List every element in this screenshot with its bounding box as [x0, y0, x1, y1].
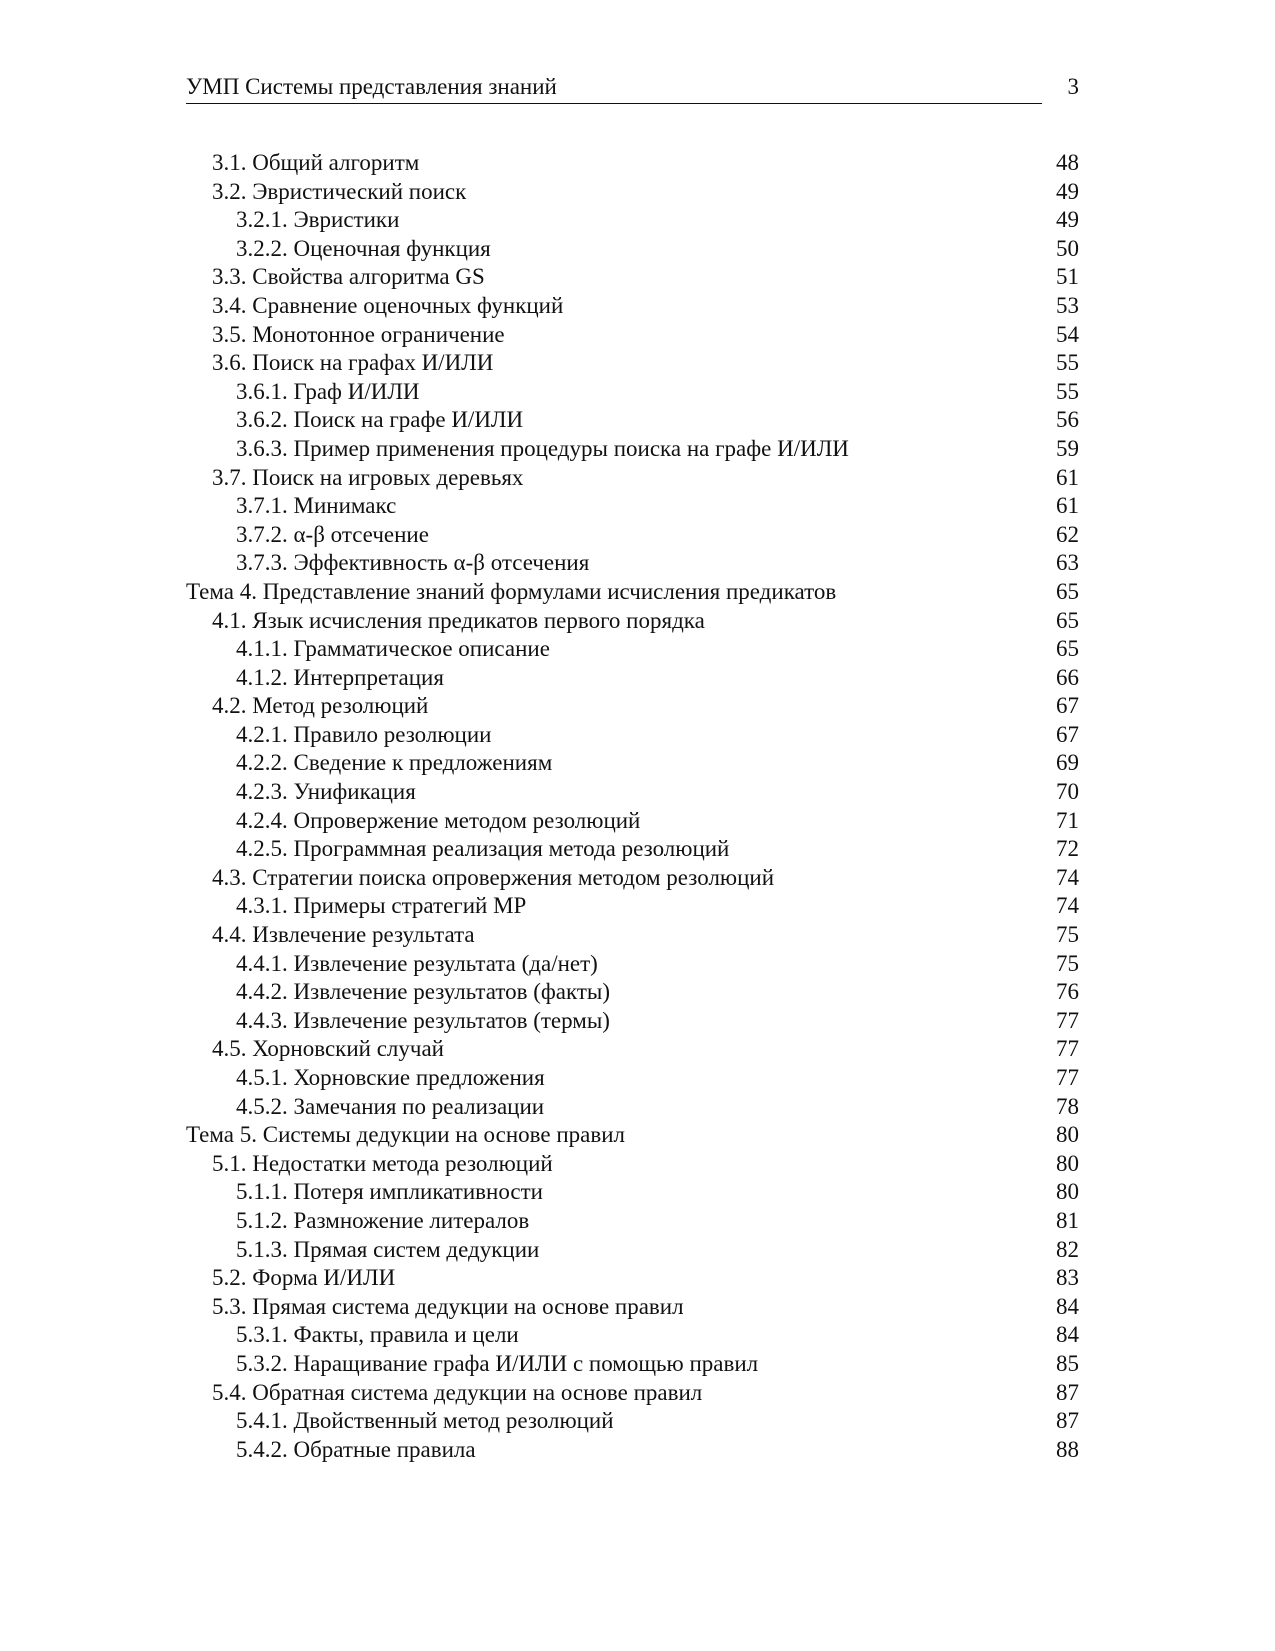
toc-entry	[186, 1007, 1079, 1036]
toc-entry	[186, 178, 1079, 207]
toc-entry	[186, 1321, 1079, 1350]
toc-entry	[186, 464, 1079, 493]
toc-entry-title: 4.1.1. Грамматическое описание	[236, 636, 550, 662]
toc-entry-title: 5.2. Форма И/ИЛИ	[212, 1265, 396, 1291]
toc-entry	[186, 1035, 1079, 1064]
toc-entry-title: 5.1.1. Потеря импликативности	[236, 1179, 543, 1205]
toc-entry-page: 56	[1056, 407, 1079, 433]
toc-entry-title: 5.1. Недостатки метода резолюций	[212, 1150, 553, 1176]
toc-entry-title: 4.2. Метод резолюций	[212, 693, 429, 719]
toc-entry-page: 74	[1056, 893, 1079, 919]
toc-entry-page: 81	[1056, 1207, 1079, 1233]
toc-entry-title: 5.3.1. Факты, правила и цели	[236, 1322, 519, 1348]
toc-entry	[186, 607, 1079, 636]
toc-entry	[186, 1064, 1079, 1093]
toc-entry-page: 53	[1056, 292, 1079, 318]
toc-entry	[186, 778, 1079, 807]
toc-entry	[186, 349, 1079, 378]
toc-entry-title: 3.6.2. Поиск на графе И/ИЛИ	[236, 407, 524, 433]
toc-entry	[186, 807, 1079, 836]
toc-entry-page: 61	[1056, 464, 1079, 490]
toc-entry-title: 3.7.1. Минимакс	[236, 493, 397, 519]
toc-entry-title: 4.1.2. Интерпретация	[236, 664, 444, 690]
toc-entry	[186, 521, 1079, 550]
toc-entry-title: 4.3.1. Примеры стратегий МР	[236, 893, 527, 919]
toc-entry	[186, 692, 1079, 721]
toc-entry-page: 84	[1056, 1322, 1079, 1348]
toc-entry	[186, 492, 1079, 521]
toc-entry	[186, 263, 1079, 292]
toc-entry-page: 67	[1056, 693, 1079, 719]
toc-entry-page: 69	[1056, 750, 1079, 776]
toc-entry-title: Тема 4. Представление знаний формулами исчисления предикатов	[186, 578, 837, 604]
toc-entry	[186, 549, 1079, 578]
toc-entry-title: 4.3. Стратегии поиска опровержения методом резолюций	[212, 864, 775, 890]
toc-entry-title: 3.7.3. Эффективность α-β отсечения	[236, 550, 590, 576]
toc-entry-page: 77	[1056, 1065, 1079, 1090]
toc-entry	[186, 664, 1079, 693]
toc-entry-title: 5.3. Прямая система дедукции на основе правил	[212, 1293, 684, 1319]
toc-entry	[186, 1350, 1079, 1379]
toc-entry-title: 4.5.1. Хорновские предложения	[236, 1065, 545, 1090]
toc-entry-page: 67	[1056, 721, 1079, 747]
toc-entry-title: 4.2.1. Правило резолюции	[236, 721, 492, 747]
toc-entry-title: 4.5. Хорновский случай	[212, 1036, 444, 1062]
toc-entry-page: 62	[1056, 521, 1079, 547]
toc-entry-title: 3.7.2. α-β отсечение	[236, 521, 429, 547]
toc-entry-title: 3.5. Монотонное ограничение	[212, 321, 505, 347]
toc-entry-page: 77	[1056, 1007, 1079, 1033]
toc-entry	[186, 1379, 1079, 1408]
toc-entry-page: 61	[1056, 493, 1079, 519]
toc-entry-title: 3.2.2. Оценочная функция	[236, 235, 491, 261]
toc-entry-page: 80	[1056, 1122, 1079, 1148]
toc-entry-page: 72	[1056, 836, 1079, 862]
toc-entry	[186, 1178, 1079, 1207]
toc-entry-title: 3.6.3. Пример применения процедуры поиска на графе И/ИЛИ	[236, 435, 849, 461]
toc-entry-title: 3.3. Свойства алгоритма GS	[212, 264, 485, 290]
toc-entry-title: 3.7. Поиск на игровых деревьях	[212, 464, 524, 490]
toc-entry-title: 5.4. Обратная система дедукции на основе правил	[212, 1379, 703, 1405]
toc-entry	[186, 1121, 1079, 1150]
toc-entry	[186, 950, 1079, 979]
header-page-number: 3	[1067, 74, 1079, 99]
toc-entry-page: 83	[1056, 1265, 1079, 1291]
toc-entry-page: 74	[1056, 864, 1079, 890]
toc-entry	[186, 1236, 1079, 1265]
toc-entry-page: 77	[1056, 1036, 1079, 1062]
toc-entry-page: 87	[1056, 1379, 1079, 1405]
toc-entry	[186, 1264, 1079, 1293]
toc-entry	[186, 206, 1079, 235]
toc-entry	[186, 1407, 1079, 1436]
toc-entry	[186, 435, 1079, 464]
toc-entry	[186, 1207, 1079, 1236]
toc-entry	[186, 835, 1079, 864]
toc-entry	[186, 864, 1079, 893]
toc-entry	[186, 721, 1079, 750]
header-title: УМП Системы представления знаний	[186, 74, 557, 99]
toc-entry-title: 3.2. Эвристический поиск	[212, 178, 467, 204]
toc-entry-title: 5.1.3. Прямая систем дедукции	[236, 1236, 540, 1262]
toc-entry-title: 5.4.1. Двойственный метод резолюций	[236, 1408, 614, 1434]
toc-entry-title: 4.4.1. Извлечение результата (да/нет)	[236, 950, 598, 976]
toc-entry-page: 51	[1056, 264, 1079, 290]
toc-entry-page: 76	[1056, 979, 1079, 1005]
toc-entry-title: 4.2.4. Опровержение методом резолюций	[236, 807, 641, 833]
toc-entry	[186, 578, 1079, 607]
toc-entry	[186, 292, 1079, 321]
toc-entry-page: 54	[1056, 321, 1079, 347]
toc-entry-title: 3.6. Поиск на графах И/ИЛИ	[212, 350, 494, 376]
toc-entry	[186, 892, 1079, 921]
toc-entry-page: 82	[1056, 1236, 1079, 1262]
toc-entry-title: 3.1. Общий алгоритм	[212, 150, 420, 175]
toc-entry-title: 5.1.2. Размножение литералов	[236, 1207, 530, 1233]
toc-entry-page: 78	[1056, 1093, 1079, 1119]
toc-entry-title: Тема 5. Системы дедукции на основе правил	[186, 1122, 625, 1148]
toc-entry-page: 50	[1056, 235, 1079, 261]
toc-entry-title: 5.3.2. Наращивание графа И/ИЛИ с помощью правил	[236, 1350, 759, 1376]
toc-entry	[186, 978, 1079, 1007]
toc-entry	[186, 1093, 1079, 1122]
toc-entry-page: 84	[1056, 1293, 1079, 1319]
toc-entry-page: 59	[1056, 435, 1079, 461]
toc-entry-page: 65	[1056, 636, 1079, 662]
toc-entry-page: 85	[1056, 1350, 1079, 1376]
toc-entry-page: 87	[1056, 1408, 1079, 1434]
toc-entry	[186, 921, 1079, 950]
header-rule	[186, 103, 1042, 104]
toc-entry-page: 75	[1056, 922, 1079, 948]
toc-entry-page: 49	[1056, 207, 1079, 233]
toc-entry	[186, 749, 1079, 778]
toc-entry-title: 4.2.3. Унификация	[236, 779, 416, 805]
toc-entry-page: 49	[1056, 178, 1079, 204]
toc-entry-title: 4.2.2. Сведение к предложениям	[236, 750, 553, 776]
toc-entry-title: 3.6.1. Граф И/ИЛИ	[236, 378, 420, 404]
toc-entry-title: 4.1. Язык исчисления предикатов первого порядка	[212, 607, 705, 633]
page-header	[186, 72, 1079, 106]
toc-entry-title: 4.4.3. Извлечение результатов (термы)	[236, 1007, 610, 1033]
toc-entry	[186, 1293, 1079, 1322]
toc-entry-page: 70	[1056, 779, 1079, 805]
toc-entry-title: 4.4.2. Извлечение результатов (факты)	[236, 979, 610, 1005]
toc-entry	[186, 406, 1079, 435]
toc-entry-title: 4.5.2. Замечания по реализации	[236, 1093, 545, 1119]
toc-entry-page: 48	[1056, 150, 1079, 175]
toc-entry-title: 4.2.5. Программная реализация метода резолюций	[236, 836, 730, 862]
toc-entry-title: 4.4. Извлечение результата	[212, 922, 475, 948]
toc-entry	[186, 235, 1079, 264]
toc-entry-title: 3.2.1. Эвристики	[236, 207, 400, 233]
toc-entry-title: 3.4. Сравнение оценочных функций	[212, 292, 564, 318]
toc-entry	[186, 1436, 1079, 1465]
toc-entry-page: 66	[1056, 664, 1079, 690]
toc-entry-page: 80	[1056, 1179, 1079, 1205]
toc-entry-page: 65	[1056, 578, 1079, 604]
toc-entry-title: 5.4.2. Обратные правила	[236, 1436, 476, 1462]
toc-entry-page: 88	[1056, 1436, 1079, 1462]
toc-entry	[186, 321, 1079, 350]
toc-entry-page: 75	[1056, 950, 1079, 976]
toc-entry-page: 80	[1056, 1150, 1079, 1176]
toc-entry-page: 63	[1056, 550, 1079, 576]
toc-entry-page: 55	[1056, 378, 1079, 404]
toc-entry	[186, 378, 1079, 407]
toc-entry-page: 65	[1056, 607, 1079, 633]
toc-entry-page: 71	[1056, 807, 1079, 833]
toc-entry	[186, 149, 1079, 178]
toc-entry-page: 55	[1056, 350, 1079, 376]
toc-entry	[186, 635, 1079, 664]
table-of-contents	[186, 149, 1079, 1464]
toc-entry	[186, 1150, 1079, 1179]
